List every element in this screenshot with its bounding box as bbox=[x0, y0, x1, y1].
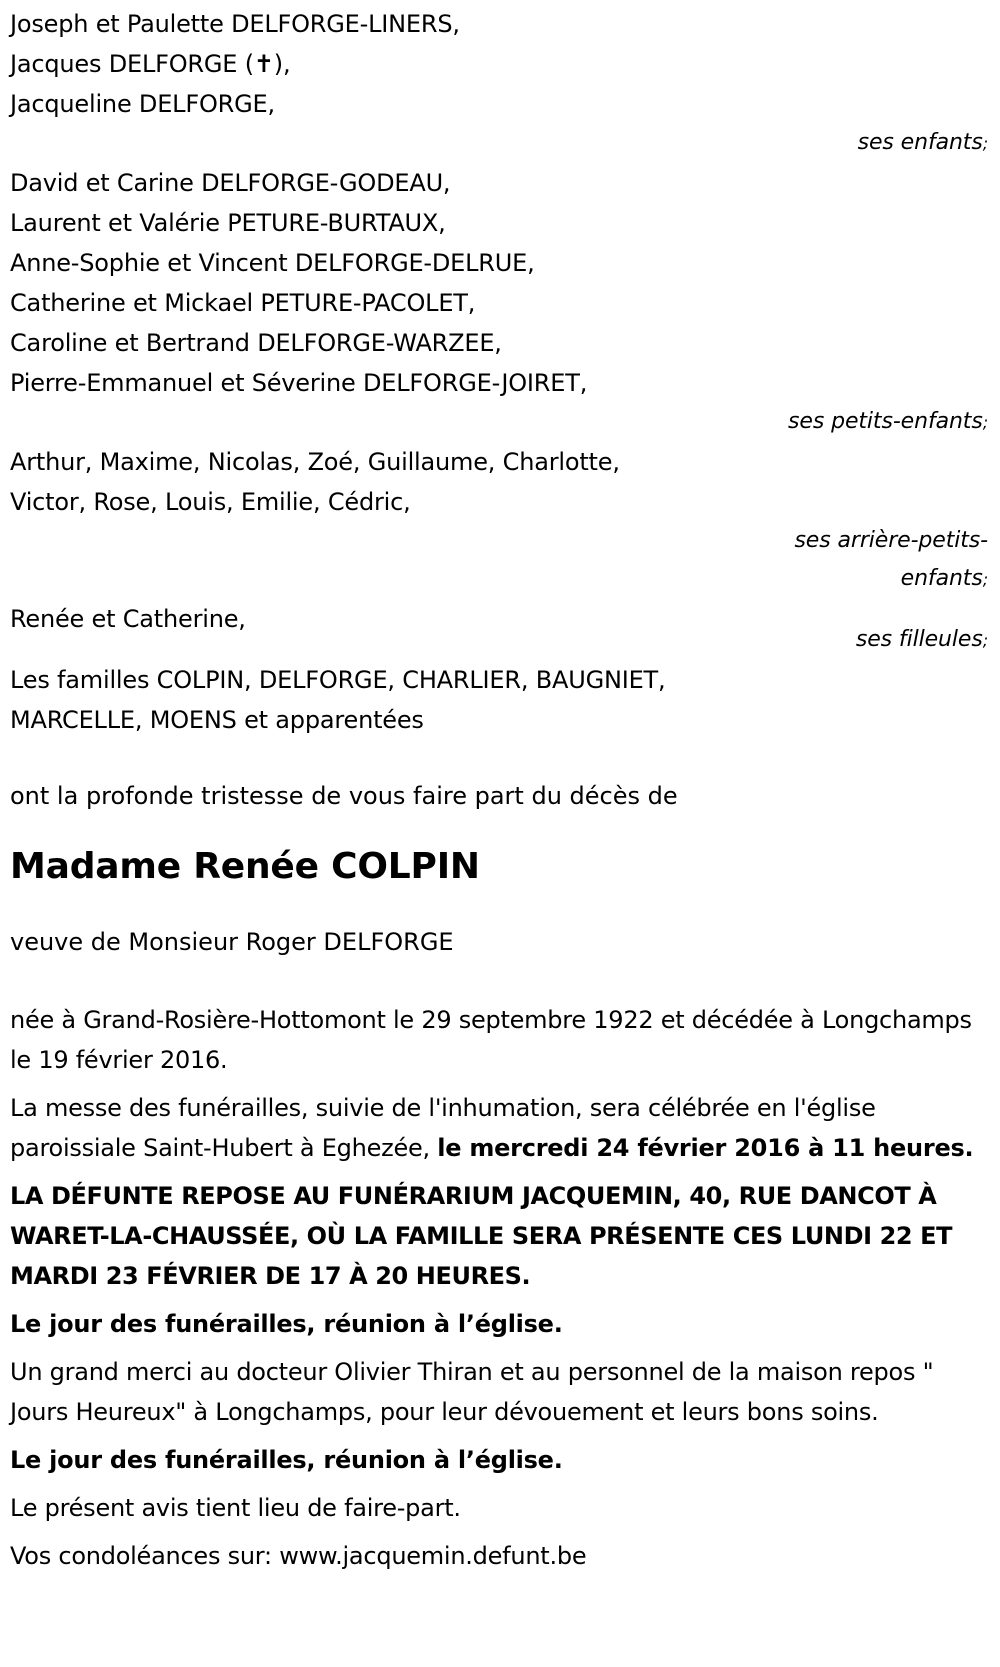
mass-text: La messe des funérailles, suivie de l'inhumation, sera célébrée en l'église paroissiale Saint-Hubert à Eghezée, bbox=[10, 1094, 876, 1162]
birth-death-info: née à Grand-Rosière-Hottomont le 29 septembre 1922 et décédée à Longchamps le 19 février 2016. bbox=[10, 1006, 972, 1074]
role-text: ses petits-enfants bbox=[788, 409, 983, 434]
condolences-label: Vos condoléances sur: bbox=[10, 1542, 280, 1570]
role-suffix: ; bbox=[982, 413, 988, 432]
family-line: Laurent et Valérie PETURE-BURTAUX, bbox=[10, 209, 446, 237]
role-label-great-grandchildren-line2 bbox=[10, 560, 990, 599]
condolences bbox=[10, 1536, 985, 1576]
grandchildren-group bbox=[10, 163, 990, 442]
children-group bbox=[10, 4, 990, 163]
notice-text: Le présent avis tient lieu de faire-part. bbox=[10, 1494, 461, 1522]
role-suffix: ; bbox=[982, 631, 988, 650]
viewing-info: LA DÉFUNTE REPOSE AU FUNÉRARIUM JACQUEMIN, 40, RUE DANCOT À WARET-LA-CHAUSSÉE, OÙ LA FAMILLE SERA PRÉSENTE CES LUNDI 22 ET MARDI 23 FÉVRIER DE 17 À 20 HEURES. bbox=[10, 1182, 953, 1290]
role-label-great-grandchildren-line1: ses arrière-petits- bbox=[794, 528, 988, 553]
role-text: enfants bbox=[900, 566, 983, 591]
goddaughters-group bbox=[10, 599, 990, 660]
widow-of: veuve de Monsieur Roger DELFORGE bbox=[10, 928, 454, 956]
family-line: Arthur, Maxime, Nicolas, Zoé, Guillaume, Charlotte, bbox=[10, 448, 620, 476]
family-line: Victor, Rose, Louis, Emilie, Cédric, bbox=[10, 488, 411, 516]
family-line: Joseph et Paulette DELFORGE-LINERS, bbox=[10, 10, 460, 38]
thanks-message: Un grand merci au docteur Olivier Thiran et au personnel de la maison repos " Jours Heureux" à Longchamps, pour leur dévouement et leurs bons soins. bbox=[10, 1358, 934, 1426]
family-line: Les familles COLPIN, DELFORGE, CHARLIER, BAUGNIET, bbox=[10, 666, 666, 694]
role-suffix: ; bbox=[982, 570, 988, 589]
role-label-children bbox=[10, 124, 990, 163]
role-text: ses enfants bbox=[857, 130, 983, 155]
announcement-intro: ont la profonde tristesse de vous faire part du décès de bbox=[10, 782, 678, 810]
family-line: Renée et Catherine, bbox=[10, 605, 246, 633]
role-label-grandchildren bbox=[10, 403, 990, 442]
families-group bbox=[10, 660, 990, 740]
funeral-mass-info bbox=[10, 1088, 985, 1168]
condolences-link[interactable]: www.jacquemin.defunt.be bbox=[279, 1542, 587, 1570]
family-line: Caroline et Bertrand DELFORGE-WARZEE, bbox=[10, 329, 502, 357]
role-text: ses filleules bbox=[855, 627, 983, 652]
deceased-name: Madame Renée COLPIN bbox=[10, 846, 480, 887]
great-grandchildren-group bbox=[10, 442, 990, 599]
family-line: Anne-Sophie et Vincent DELFORGE-DELRUE, bbox=[10, 249, 535, 277]
family-line: David et Carine DELFORGE-GODEAU, bbox=[10, 169, 451, 197]
family-line: Jacqueline DELFORGE, bbox=[10, 90, 275, 118]
family-line: Pierre-Emmanuel et Séverine DELFORGE-JOIRET, bbox=[10, 369, 588, 397]
meeting-note-1: Le jour des funérailles, réunion à l’église. bbox=[10, 1310, 563, 1338]
role-suffix: ; bbox=[982, 134, 988, 153]
family-line: MARCELLE, MOENS et apparentées bbox=[10, 706, 424, 734]
family-line: Jacques DELFORGE (✝), bbox=[10, 50, 291, 78]
mass-date: le mercredi 24 février 2016 à 11 heures. bbox=[437, 1134, 974, 1162]
meeting-note-2: Le jour des funérailles, réunion à l’église. bbox=[10, 1446, 563, 1474]
family-line: Catherine et Mickael PETURE-PACOLET, bbox=[10, 289, 476, 317]
